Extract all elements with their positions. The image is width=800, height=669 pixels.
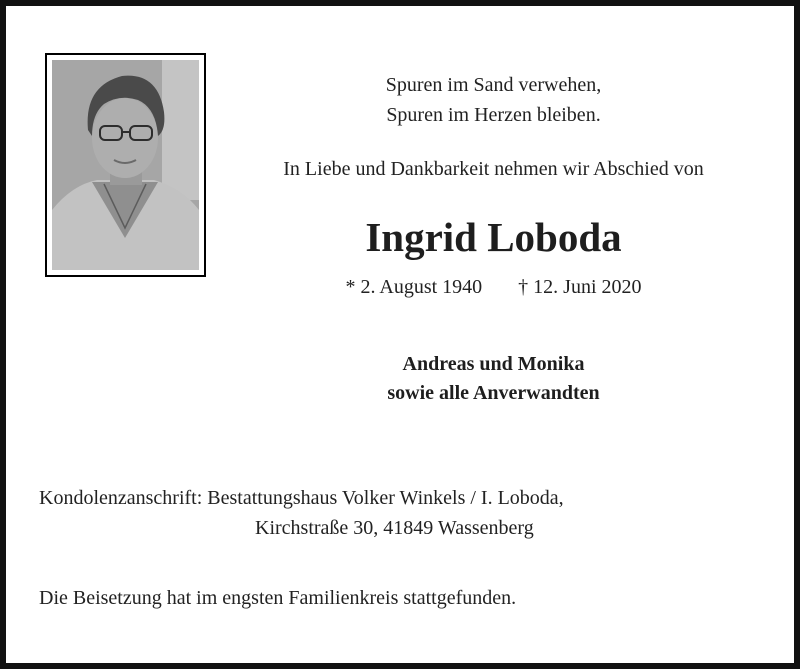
death-date: † 12. Juni 2020	[518, 276, 642, 298]
condolence-address	[39, 483, 564, 543]
verse-line-2: Spuren im Herzen bleiben.	[386, 104, 601, 126]
birth-date: * 2. August 1940	[345, 276, 483, 298]
mourners-line-2: sowie alle Anverwandten	[387, 382, 600, 404]
mourners-line-1: Andreas und Monika	[402, 353, 585, 375]
deceased-name: Ingrid Loboda	[365, 214, 622, 260]
mourners	[221, 350, 766, 408]
verse-line-1: Spuren im Sand verwehen,	[385, 74, 602, 96]
portrait-photo	[52, 60, 199, 270]
portrait-frame	[45, 53, 206, 277]
funeral-note: Die Beisetzung hat im engsten Familienkreis stattgefunden.	[39, 587, 517, 609]
farewell-intro: In Liebe und Dankbarkeit nehmen wir Abschied von	[283, 158, 704, 180]
condolence-line-1: Kondolenzanschrift: Bestattungshaus Volker Winkels / I. Loboda,	[39, 487, 564, 509]
memorial-verse	[221, 70, 766, 130]
life-dates	[221, 272, 766, 302]
condolence-line-2: Kirchstraße 30, 41849 Wassenberg	[255, 517, 534, 539]
